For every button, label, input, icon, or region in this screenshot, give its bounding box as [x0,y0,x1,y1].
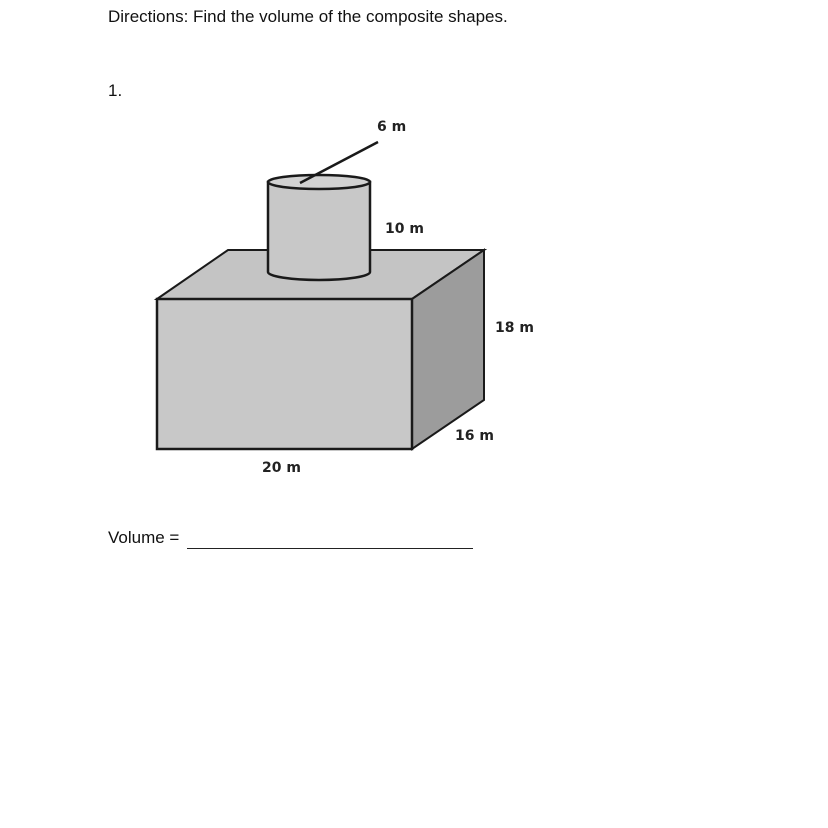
answer-label: Volume = [108,528,180,547]
prism-height-label: 18 m [495,320,534,336]
prism-width-label: 20 m [262,460,301,476]
directions-text: Directions: Find the volume of the composite shapes. [108,7,508,26]
cylinder-top [268,175,370,189]
problem-number: 1. [108,81,123,100]
prism-depth-label: 16 m [455,428,494,444]
prism-front-face [157,299,412,449]
answer-blank-line[interactable] [187,531,473,549]
cylinder-body [268,182,370,280]
cylinder-diameter-label: 6 m [377,119,407,135]
cylinder-height-label: 10 m [385,221,424,237]
answer-row [108,527,473,549]
